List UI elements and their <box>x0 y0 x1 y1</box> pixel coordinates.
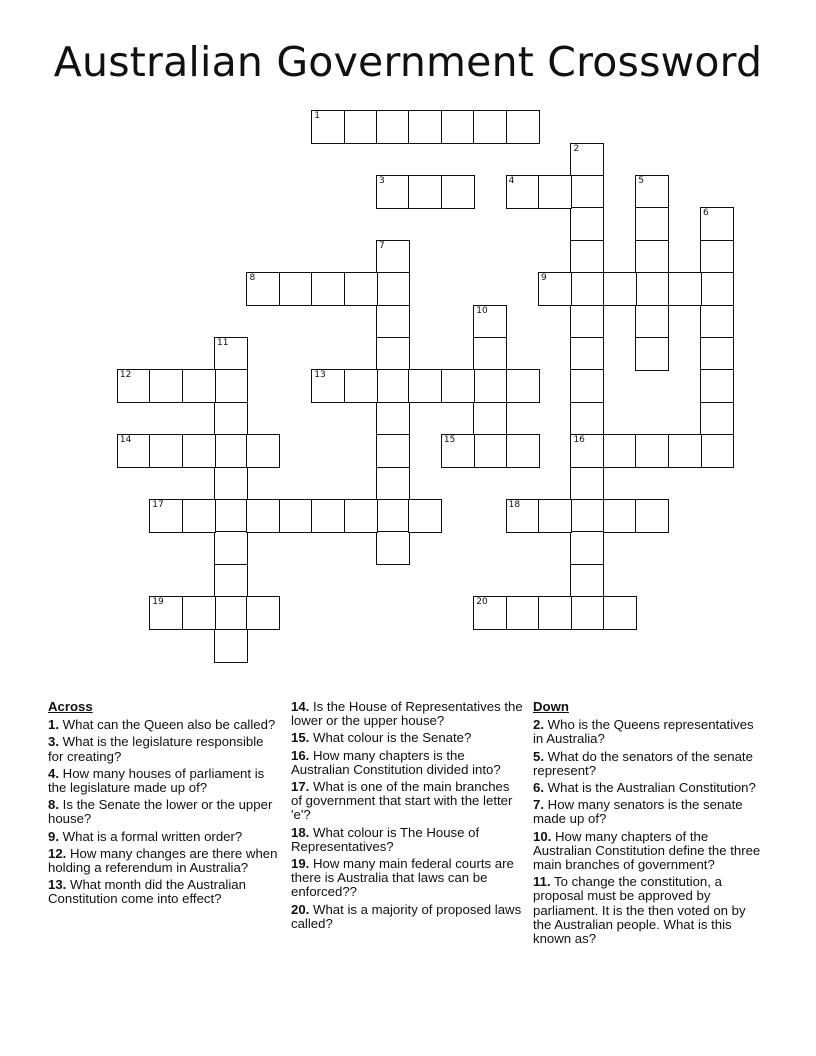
clue-number-label: 20. <box>291 901 310 917</box>
grid-cell[interactable] <box>311 369 345 403</box>
grid-cell[interactable] <box>700 402 734 436</box>
clue-text: What month did the Australian Constitution come into effect? <box>48 877 246 907</box>
grid-cell[interactable] <box>603 272 637 306</box>
clue-number-label: 16. <box>291 747 310 763</box>
grid-cell[interactable] <box>506 434 540 468</box>
grid-cell[interactable] <box>570 272 604 306</box>
grid-cell[interactable] <box>473 434 507 468</box>
grid-cell[interactable] <box>506 596 540 630</box>
grid-cell[interactable] <box>700 434 734 468</box>
clue-number-label: 6. <box>533 780 544 796</box>
grid-cell[interactable] <box>570 175 604 209</box>
clue-number-label: 14. <box>291 699 310 714</box>
clue-text: To change the constitution, a proposal must be approved by parliament. It is the then voted on by the Australian people. What is this known as? <box>533 874 746 947</box>
grid-cell[interactable] <box>214 564 248 598</box>
grid-cell[interactable] <box>279 499 313 533</box>
grid-cell[interactable] <box>376 272 410 306</box>
clue-number-label: 4. <box>48 765 59 781</box>
grid-cell[interactable] <box>570 564 604 598</box>
grid-cell[interactable] <box>700 305 734 339</box>
grid-cell[interactable] <box>214 467 248 501</box>
clue-number-label: 3. <box>48 734 59 750</box>
down-heading: Down <box>533 699 569 714</box>
clue-number: 15 <box>443 435 456 446</box>
clue-text: What colour is the Senate? <box>309 730 472 746</box>
grid-cell[interactable] <box>570 434 604 468</box>
clue-item <box>533 781 765 795</box>
grid-cell[interactable] <box>214 629 248 663</box>
grid-cell[interactable] <box>182 434 216 468</box>
grid-cell[interactable] <box>506 369 540 403</box>
clue-number-label: 9. <box>48 828 59 844</box>
clue-text: What is the Australian Constitution? <box>544 780 756 796</box>
grid-cell[interactable] <box>149 434 183 468</box>
clue-number: 11 <box>217 338 229 349</box>
grid-cell[interactable] <box>570 240 604 274</box>
grid-cell[interactable] <box>117 369 151 403</box>
across-heading: Across <box>48 699 93 714</box>
clue-number: 14 <box>119 435 132 446</box>
grid-cell[interactable] <box>311 499 345 533</box>
grid-cell[interactable] <box>408 175 442 209</box>
grid-cell[interactable] <box>408 110 442 144</box>
clue-item <box>533 798 765 826</box>
grid-cell[interactable] <box>344 110 378 144</box>
grid-cell[interactable] <box>570 596 604 630</box>
clue-item <box>533 718 765 746</box>
grid-cell[interactable] <box>635 434 669 468</box>
grid-cell[interactable] <box>570 467 604 501</box>
clues-column-2 <box>291 700 523 934</box>
clue-item <box>533 830 765 873</box>
grid-cell[interactable] <box>408 499 442 533</box>
grid-cell[interactable] <box>635 240 669 274</box>
grid-cell[interactable] <box>635 305 669 339</box>
grid-cell[interactable] <box>117 434 151 468</box>
grid-cell[interactable] <box>635 175 669 209</box>
grid-cell[interactable] <box>214 402 248 436</box>
grid-cell[interactable] <box>279 272 313 306</box>
grid-cell[interactable] <box>376 337 410 371</box>
grid-cell[interactable] <box>603 596 637 630</box>
clue-item <box>48 830 280 844</box>
grid-cell[interactable] <box>182 369 216 403</box>
grid-cell[interactable] <box>473 402 507 436</box>
grid-cell[interactable] <box>376 240 410 274</box>
grid-cell[interactable] <box>182 596 216 630</box>
grid-cell[interactable] <box>538 499 572 533</box>
grid-cell[interactable] <box>506 110 540 144</box>
clue-item <box>48 767 280 795</box>
grid-cell[interactable] <box>214 531 248 565</box>
grid-cell[interactable] <box>570 305 604 339</box>
grid-cell[interactable] <box>570 337 604 371</box>
clue-text: How many senators is the senate made up of? <box>533 797 743 827</box>
clue-number: 12 <box>119 370 132 381</box>
clue-item <box>291 731 523 745</box>
clue-item <box>48 878 280 906</box>
clue-number: 17 <box>152 500 164 511</box>
grid-cell[interactable] <box>473 110 507 144</box>
grid-cell[interactable] <box>246 596 280 630</box>
grid-cell[interactable] <box>311 110 345 144</box>
grid-cell[interactable] <box>570 207 604 241</box>
clue-number-label: 10. <box>533 828 552 844</box>
clue-number-label: 13. <box>48 877 67 893</box>
grid-cell[interactable] <box>700 240 734 274</box>
grid-cell[interactable] <box>635 337 669 371</box>
clue-number: 16 <box>573 435 585 446</box>
clue-number-label: 8. <box>48 797 59 813</box>
clue-number: 8 <box>249 273 256 284</box>
clue-number-label: 12. <box>48 845 67 861</box>
grid-cell[interactable] <box>570 499 604 533</box>
grid-cell[interactable] <box>376 305 410 339</box>
clue-number: 19 <box>152 597 164 608</box>
clue-number-label: 5. <box>533 748 544 764</box>
grid-cell[interactable] <box>376 434 410 468</box>
grid-cell[interactable] <box>473 305 507 339</box>
clue-text: How many main federal courts are there is Australia that laws can be enforced?? <box>291 856 514 900</box>
grid-cell[interactable] <box>149 596 183 630</box>
clue-text: What is one of the main branches of government that start with the letter 'e'? <box>291 779 513 823</box>
grid-cell[interactable] <box>538 272 572 306</box>
grid-cell[interactable] <box>538 175 572 209</box>
clue-text: What can the Queen also be called? <box>59 717 276 733</box>
clue-number-label: 19. <box>291 856 310 872</box>
grid-cell[interactable] <box>376 110 410 144</box>
grid-cell[interactable] <box>506 499 540 533</box>
clue-text: How many changes are there when holding a referendum in Australia? <box>48 845 278 876</box>
grid-cell[interactable] <box>344 272 378 306</box>
grid-cell[interactable] <box>408 369 442 403</box>
clue-number: 3 <box>379 176 385 187</box>
page-title: Australian Government Crossword <box>53 38 763 86</box>
clue-item <box>48 847 280 875</box>
grid-cell[interactable] <box>214 596 248 630</box>
clue-text: Who is the Queens representatives in Australia? <box>533 717 754 747</box>
grid-cell[interactable] <box>344 369 378 403</box>
clue-number: 2 <box>573 143 580 154</box>
grid-cell[interactable] <box>635 207 669 241</box>
grid-cell[interactable] <box>376 369 410 403</box>
clues-column-3 <box>533 700 765 949</box>
grid-cell[interactable] <box>376 499 410 533</box>
clue-number-label: 7. <box>533 797 544 813</box>
clue-number: 6 <box>703 208 709 219</box>
grid-cell[interactable] <box>344 499 378 533</box>
grid-cell[interactable] <box>246 272 280 306</box>
clue-item <box>48 735 280 763</box>
grid-cell[interactable] <box>149 499 183 533</box>
grid-cell[interactable] <box>441 434 475 468</box>
clue-item <box>291 903 523 931</box>
clue-number-label: 18. <box>291 824 310 840</box>
clue-number: 18 <box>508 500 521 511</box>
clue-item <box>291 826 523 854</box>
clue-item <box>291 780 523 823</box>
clue-number: 10 <box>476 305 488 316</box>
clue-number-label: 2. <box>533 717 544 733</box>
grid-cell[interactable] <box>376 467 410 501</box>
clue-number-label: 15. <box>291 730 310 746</box>
grid-cell[interactable] <box>214 337 248 371</box>
clue-item <box>291 749 523 777</box>
grid-cell[interactable] <box>700 272 734 306</box>
clue-text: What is the legislature responsible for creating? <box>48 734 264 764</box>
clue-text: How many houses of parliament is the legislature made up of? <box>48 765 265 796</box>
grid-cell[interactable] <box>149 369 183 403</box>
grid-cell[interactable] <box>376 175 410 209</box>
grid-cell[interactable] <box>473 596 507 630</box>
clue-number: 20 <box>476 597 488 608</box>
grid-cell[interactable] <box>376 531 410 565</box>
grid-cell[interactable] <box>668 272 702 306</box>
clue-item <box>533 875 765 946</box>
grid-cell[interactable] <box>538 596 572 630</box>
grid-cell[interactable] <box>635 272 669 306</box>
grid-cell[interactable] <box>570 402 604 436</box>
grid-cell[interactable] <box>473 369 507 403</box>
grid-cell[interactable] <box>635 499 669 533</box>
clue-item <box>48 718 280 732</box>
clue-number: 5 <box>638 176 644 187</box>
clue-number-label: 17. <box>291 779 310 795</box>
grid-cell[interactable] <box>570 531 604 565</box>
clue-item <box>291 857 523 900</box>
grid-cell[interactable] <box>376 402 410 436</box>
grid-cell[interactable] <box>700 207 734 241</box>
clue-text: How many chapters is the Australian Constitution divided into? <box>291 747 501 777</box>
grid-cell[interactable] <box>603 434 637 468</box>
grid-cell[interactable] <box>214 499 248 533</box>
grid-cell[interactable] <box>246 499 280 533</box>
grid-cell[interactable] <box>441 369 475 403</box>
clue-item <box>533 750 765 778</box>
clues-column-1 <box>48 700 280 910</box>
grid-cell[interactable] <box>570 369 604 403</box>
grid-cell[interactable] <box>441 175 475 209</box>
clue-number: 7 <box>379 240 385 251</box>
grid-cell[interactable] <box>246 434 280 468</box>
grid-cell[interactable] <box>700 337 734 371</box>
grid-cell[interactable] <box>441 110 475 144</box>
clue-text: What is a majority of proposed laws called? <box>291 901 522 931</box>
clue-text: How many chapters of the Australian Constitution define the three main branches of government? <box>533 828 761 873</box>
grid-cell[interactable] <box>214 434 248 468</box>
clue-text: Is the Senate the lower or the upper house? <box>48 797 273 827</box>
clue-number: 4 <box>508 176 515 187</box>
grid-cell[interactable] <box>182 499 216 533</box>
grid-cell[interactable] <box>570 143 604 177</box>
clue-text: Is the House of Representatives the lower or the upper house? <box>291 699 523 729</box>
clue-text: What is a formal written order? <box>59 828 243 844</box>
clue-number: 1 <box>314 111 320 122</box>
grid-cell[interactable] <box>214 369 248 403</box>
clue-text: What do the senators of the senate represent? <box>533 748 753 778</box>
grid-cell[interactable] <box>668 434 702 468</box>
clue-number-label: 11. <box>533 874 551 890</box>
clue-item <box>291 700 523 728</box>
clue-number: 9 <box>541 273 547 284</box>
grid-cell[interactable] <box>311 272 345 306</box>
grid-cell[interactable] <box>700 369 734 403</box>
clue-number-label: 1. <box>48 717 59 733</box>
grid-cell[interactable] <box>473 337 507 371</box>
grid-cell[interactable] <box>506 175 540 209</box>
clue-number: 13 <box>314 370 326 381</box>
grid-cell[interactable] <box>603 499 637 533</box>
clue-text: What colour is The House of Representatives? <box>291 824 480 854</box>
clue-item <box>48 798 280 826</box>
